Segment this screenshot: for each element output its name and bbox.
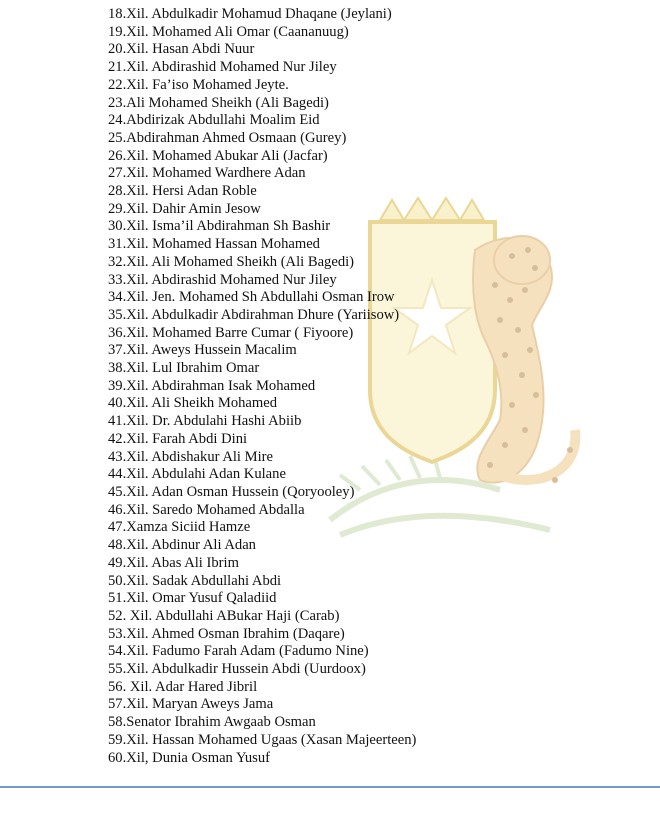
list-item: 53.Xil. Ahmed Osman Ibrahim (Daqare) <box>108 625 345 642</box>
list-item: 26.Xil. Mohamed Abukar Ali (Jacfar) <box>108 147 328 164</box>
list-item: 43.Xil. Abdishakur Ali Mire <box>108 448 273 465</box>
list-item: 28.Xil. Hersi Adan Roble <box>108 183 257 200</box>
list-item: 42.Xil. Farah Abdi Dini <box>108 430 248 447</box>
list-item: 51.Xil. Omar Yusuf Qaladiid <box>108 590 277 607</box>
list-item: 60.Xil, Dunia Osman Yusuf <box>108 749 271 766</box>
list-item: 41.Xil. Dr. Abdulahi Hashi Abiib <box>108 413 302 430</box>
list-item: 40.Xil. Ali Sheikh Mohamed <box>108 395 278 412</box>
list-item: 18.Xil. Abdulkadir Mohamud Dhaqane (Jeylani) <box>108 6 392 22</box>
list-item: 33.Xil. Abdirashid Mohamed Nur Jiley <box>108 271 337 288</box>
list-item: 47.Xamza Siciid Hamze <box>108 519 251 536</box>
list-item: 36.Xil. Mohamed Barre Cumar ( Fiyoore) <box>108 324 354 341</box>
list-item: 38.Xil. Lul Ibrahim Omar <box>108 360 260 377</box>
list-item: 37.Xil. Aweys Hussein Macalim <box>108 342 297 359</box>
list-item: 55.Xil. Abdulkadir Hussein Abdi (Uurdoox) <box>108 661 366 678</box>
list-item: 39.Xil. Abdirahman Isak Mohamed <box>108 377 316 394</box>
list-item: 48.Xil. Abdinur Ali Adan <box>108 537 256 554</box>
list-item: 32.Xil. Ali Mohamed Sheikh (Ali Bagedi) <box>108 253 355 270</box>
list-item: 35.Xil. Abdulkadir Abdirahman Dhure (Yariisow) <box>108 306 400 323</box>
list-item: 45.Xil. Adan Osman Hussein (Qoryooley) <box>108 483 355 500</box>
list-item: 21.Xil. Abdirashid Mohamed Nur Jiley <box>108 59 337 76</box>
list-item: 49.Xil. Abas Ali Ibrim <box>108 554 239 571</box>
list-item: 56. Xil. Adar Hared Jibril <box>108 678 258 695</box>
list-item: 46.Xil. Saredo Mohamed Abdalla <box>108 501 305 518</box>
list-item: 19.Xil. Mohamed Ali Omar (Caananuug) <box>108 23 349 40</box>
list-item: 58.Senator Ibrahim Awgaab Osman <box>108 714 316 731</box>
list-item: 57.Xil. Maryan Aweys Jama <box>108 696 274 713</box>
member-list <box>108 6 416 767</box>
list-item: 23.Ali Mohamed Sheikh (Ali Bagedi) <box>108 94 329 111</box>
page-divider <box>0 786 660 788</box>
list-item: 54.Xil. Fadumo Farah Adam (Fadumo Nine) <box>108 643 369 660</box>
list-item: 52. Xil. Abdullahi ABukar Haji (Carab) <box>108 607 340 624</box>
list-item: 22.Xil. Fa’iso Mohamed Jeyte. <box>108 76 289 93</box>
list-item: 59.Xil. Hassan Mohamed Ugaas (Xasan Majeerteen) <box>108 731 417 748</box>
list-item: 50.Xil. Sadak Abdullahi Abdi <box>108 572 282 589</box>
list-item: 34.Xil. Jen. Mohamed Sh Abdullahi Osman Irow <box>108 289 395 306</box>
list-item: 27.Xil. Mohamed Wardhere Adan <box>108 165 306 182</box>
list-item: 31.Xil. Mohamed Hassan Mohamed <box>108 236 320 253</box>
list-item: 20.Xil. Hasan Abdi Nuur <box>108 41 255 58</box>
list-item: 25.Abdirahman Ahmed Osmaan (Gurey) <box>108 129 347 146</box>
list-item: 29.Xil. Dahir Amin Jesow <box>108 200 261 217</box>
list-item: 30.Xil. Isma’il Abdirahman Sh Bashir <box>108 218 331 235</box>
list-item: 24.Abdirizak Abdullahi Moalim Eid <box>108 112 320 129</box>
list-item: 44.Xil. Abdulahi Adan Kulane <box>108 466 286 483</box>
